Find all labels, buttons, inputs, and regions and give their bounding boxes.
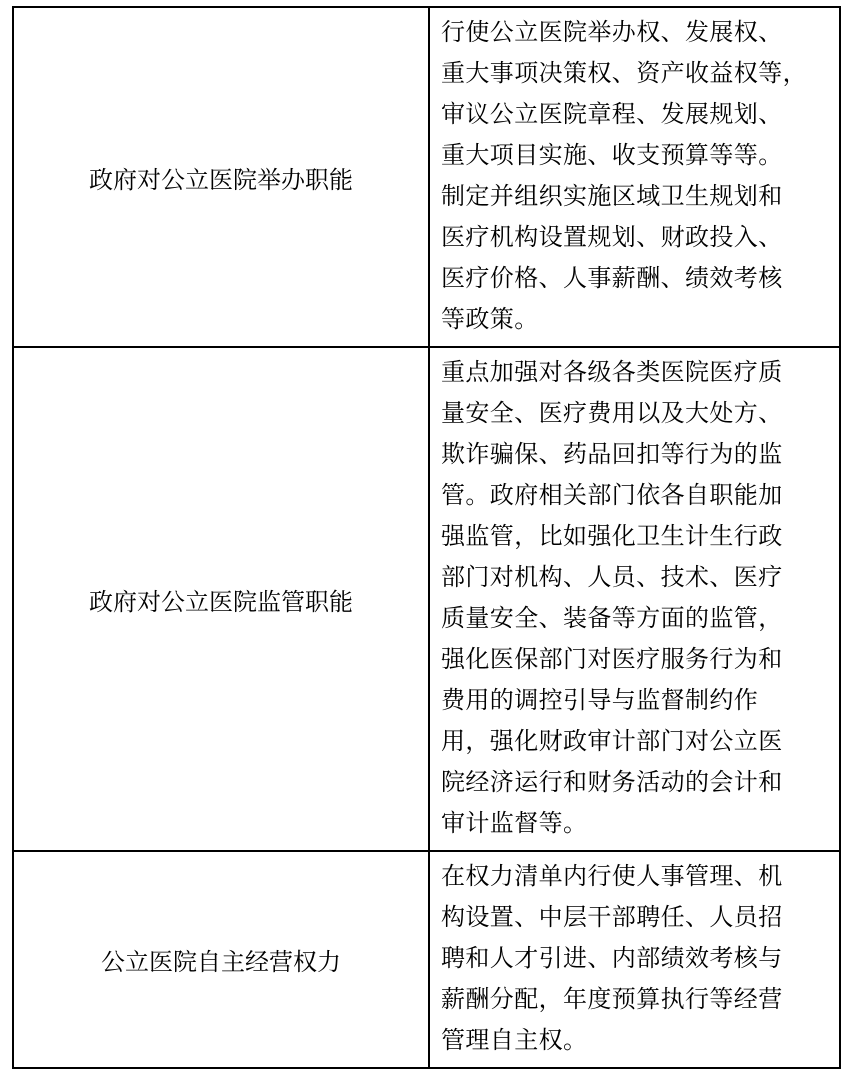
table-row <box>13 347 840 851</box>
row-description <box>429 7 840 347</box>
text-line: 量安全、医疗费用以及大处方、 <box>441 399 783 427</box>
text-line: 院经济运行和财务活动的会计和 <box>441 768 783 796</box>
text-line: 部门对机构、人员、技术、医疗 <box>441 563 783 591</box>
row-label: 政府对公立医院监管职能 <box>13 347 429 851</box>
row-label: 政府对公立医院举办职能 <box>13 7 429 347</box>
text-line: 在权力清单内行使人事管理、机 <box>441 862 783 890</box>
text-line: 制定并组织实施区域卫生规划和 <box>441 182 783 210</box>
text-line: 用，强化财政审计部门对公立医 <box>441 727 783 755</box>
text-line: 重大事项决策权、资产收益权等， <box>441 59 807 87</box>
text-line: 欺诈骗保、药品回扣等行为的监 <box>441 440 783 468</box>
text-line: 医疗价格、人事薪酬、绩效考核 <box>441 264 783 292</box>
text-line: 等政策。 <box>441 305 539 333</box>
text-line: 行使公立医院举办权、发展权、 <box>441 18 783 46</box>
text-line: 强监管，比如强化卫生计生行政 <box>441 522 783 550</box>
row-description <box>429 347 840 851</box>
table-row <box>13 7 840 347</box>
text-line: 重点加强对各级各类医院医疗质 <box>441 358 783 386</box>
text-line: 重大项目实施、收支预算等等。 <box>441 141 783 169</box>
text-line: 薪酬分配，年度预算执行等经营 <box>441 985 783 1013</box>
row-description <box>429 851 840 1068</box>
table-row <box>13 851 840 1068</box>
functions-table <box>12 6 841 1069</box>
text-line: 审议公立医院章程、发展规划、 <box>441 100 783 128</box>
text-line: 审计监督等。 <box>441 809 588 837</box>
row-label: 公立医院自主经营权力 <box>13 851 429 1068</box>
text-line: 聘和人才引进、内部绩效考核与 <box>441 944 783 972</box>
text-line: 构设置、中层干部聘任、人员招 <box>441 903 783 931</box>
text-line: 强化医保部门对医疗服务行为和 <box>441 645 783 673</box>
text-line: 管。政府相关部门依各自职能加 <box>441 481 783 509</box>
text-line: 医疗机构设置规划、财政投入、 <box>441 223 783 251</box>
text-line: 费用的调控引导与监督制约作 <box>441 686 759 714</box>
text-line: 质量安全、装备等方面的监管， <box>441 604 783 632</box>
text-line: 管理自主权。 <box>441 1026 588 1054</box>
